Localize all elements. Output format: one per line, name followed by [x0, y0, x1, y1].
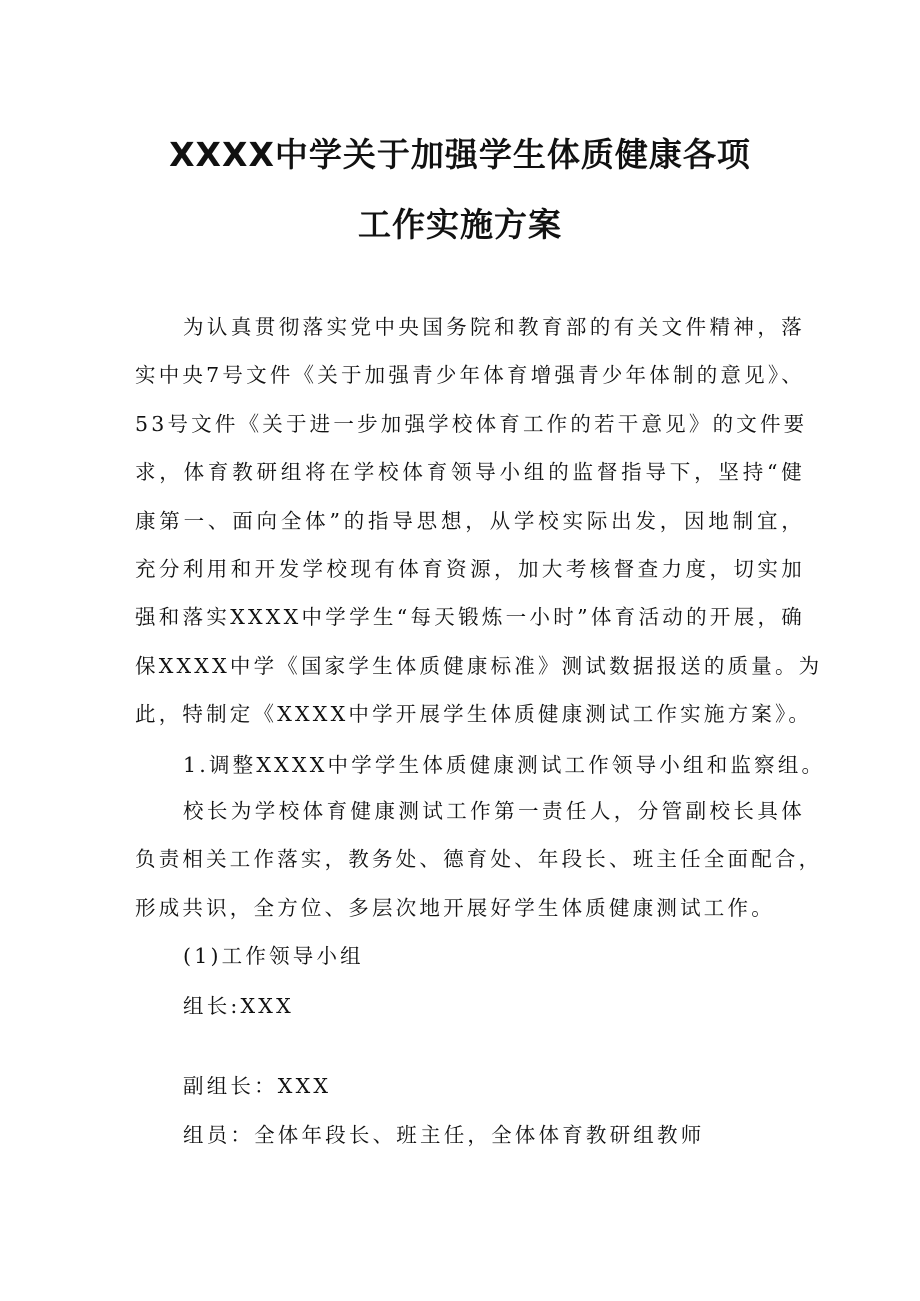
paragraph-line: 康第一、面向全体”的指导思想，从学校实际出发，因地制宜， — [135, 508, 805, 533]
subheading-leading-group: (1)工作领导小组 — [183, 944, 364, 968]
paragraph-line: 校长为学校体育健康测试工作第一责任人，分管副校长具体 — [183, 799, 805, 823]
document-title-line-2: 工作实施方案 — [358, 205, 562, 244]
paragraph-line: 负责相关工作落实，教务处、德育处、年段长、班主任全面配合， — [135, 847, 823, 872]
paragraph-line: 此，特制定《XXXX中学开展学生体质健康测试工作实施方案》。 — [135, 702, 813, 727]
paragraph-line: 实中央7号文件《关于加强青少年体育增强青少年体制的意见》、 — [135, 363, 805, 388]
intro-paragraph — [135, 303, 823, 739]
vice-leader-line: 副组长：XXX — [183, 1074, 332, 1098]
document-title-line-1: XXXX中学关于加强学生体质健康各项 — [169, 135, 751, 174]
paragraph-line: 求，体育教研组将在学校体育领导小组的监督指导下，坚持“健 — [135, 460, 805, 485]
section-1-paragraph — [135, 787, 823, 932]
paragraph-line: 53号文件《关于进一步加强学校体育工作的若干意见》的文件要 — [135, 411, 808, 436]
section-1-heading: 1.调整XXXX中学学生体质健康测试工作领导小组和监察组。 — [183, 753, 826, 777]
members-line: 组员：全体年段长、班主任，全体体育教研组教师 — [183, 1123, 705, 1147]
paragraph-line: 强和落实XXXX中学学生“每天锻炼一小时”体育活动的开展，确 — [135, 605, 805, 630]
paragraph-line: 形成共识，全方位、多层次地开展好学生体质健康测试工作。 — [135, 895, 775, 920]
group-leader-line: 组长:XXX — [183, 994, 294, 1018]
paragraph-line: 保XXXX中学《国家学生体质健康标准》测试数据报送的质量。为 — [135, 653, 823, 678]
paragraph-line: 充分利用和开发学校现有体育资源，加大考核督查力度，切实加 — [135, 556, 805, 581]
paragraph-line: 为认真贯彻落实党中央国务院和教育部的有关文件精神，落 — [183, 315, 805, 339]
